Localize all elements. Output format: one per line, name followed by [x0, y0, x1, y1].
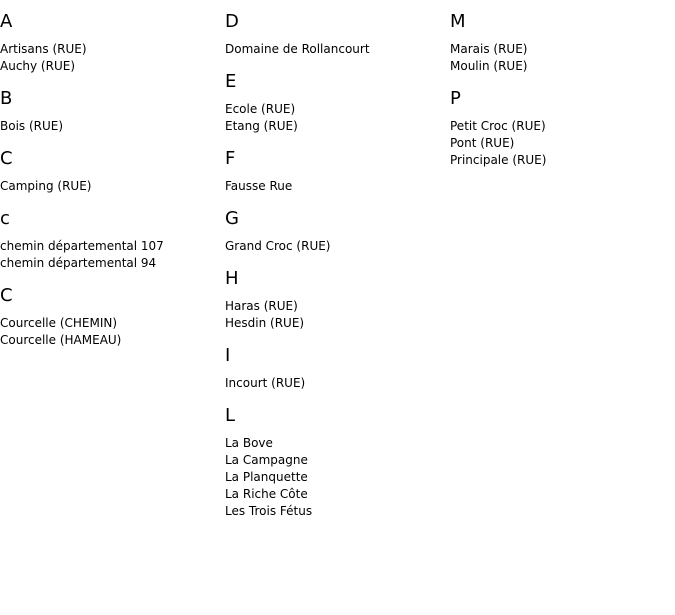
street-link[interactable]: chemin départemental 94: [0, 256, 157, 270]
street-list-item: [225, 486, 445, 503]
street-list: [225, 238, 445, 255]
street-list-item: [225, 118, 445, 135]
street-list: [0, 118, 220, 135]
group-letter-heading: E: [225, 71, 237, 92]
group-letter-heading: C: [0, 285, 13, 306]
street-list: [225, 435, 445, 520]
street-link[interactable]: Domaine de Rollancourt: [225, 42, 370, 56]
street-list-item: [225, 435, 445, 452]
group-letter-heading: L: [225, 405, 236, 426]
letter-group: [450, 88, 670, 169]
group-letter-heading: A: [0, 11, 13, 32]
street-link[interactable]: Pont (RUE): [450, 136, 515, 150]
street-list-item: [450, 152, 670, 169]
letter-group: [0, 148, 220, 195]
street-link[interactable]: Incourt (RUE): [225, 376, 306, 390]
street-list-item: [225, 178, 445, 195]
street-link[interactable]: Petit Croc (RUE): [450, 119, 546, 133]
street-link[interactable]: Moulin (RUE): [450, 59, 528, 73]
group-letter-heading: M: [450, 11, 466, 32]
street-list-item: [225, 101, 445, 118]
street-link[interactable]: Bois (RUE): [0, 119, 64, 133]
street-list-item: [0, 315, 220, 332]
street-list: [0, 178, 220, 195]
letter-group: [225, 11, 445, 58]
street-link[interactable]: Grand Croc (RUE): [225, 239, 331, 253]
letter-group: [225, 345, 445, 392]
letter-group: [225, 148, 445, 195]
street-link[interactable]: Auchy (RUE): [0, 59, 75, 73]
street-list-item: [225, 238, 445, 255]
street-list: [450, 41, 670, 75]
street-list-item: [0, 58, 220, 75]
street-list-item: [225, 503, 445, 520]
group-letter-heading: H: [225, 268, 239, 289]
street-link[interactable]: Courcelle (CHEMIN): [0, 316, 118, 330]
street-list: [0, 41, 220, 75]
letter-group: [225, 71, 445, 135]
street-list-item: [0, 41, 220, 58]
street-link[interactable]: Haras (RUE): [225, 299, 298, 313]
street-link[interactable]: La Planquette: [225, 470, 308, 484]
street-list-item: [225, 315, 445, 332]
street-list-item: [225, 469, 445, 486]
group-letter-heading: B: [0, 88, 13, 109]
letter-group: [450, 11, 670, 75]
street-list-item: [0, 178, 220, 195]
street-list-item: [450, 41, 670, 58]
street-list-item: [0, 332, 220, 349]
street-column: [450, 11, 670, 169]
street-list-item: [450, 135, 670, 152]
street-link[interactable]: Marais (RUE): [450, 42, 528, 56]
letter-group: [0, 285, 220, 349]
street-list: [225, 375, 445, 392]
street-link[interactable]: La Riche Côte: [225, 487, 308, 501]
street-list-item: [225, 298, 445, 315]
street-link[interactable]: Courcelle (HAMEAU): [0, 333, 122, 347]
group-letter-heading: G: [225, 208, 239, 229]
street-list-item: [225, 375, 445, 392]
letter-group: [0, 11, 220, 75]
street-link[interactable]: La Bove: [225, 436, 273, 450]
street-column: [225, 11, 445, 520]
street-list-item: [0, 118, 220, 135]
letter-group: [0, 88, 220, 135]
street-list: [225, 298, 445, 332]
group-letter-heading: I: [225, 345, 231, 366]
street-link[interactable]: Etang (RUE): [225, 119, 298, 133]
street-list: [225, 178, 445, 195]
group-letter-heading: c: [0, 208, 10, 229]
letter-group: [225, 405, 445, 520]
street-list-item: [450, 58, 670, 75]
street-link[interactable]: Fausse Rue: [225, 179, 293, 193]
street-list-item: [225, 452, 445, 469]
street-link[interactable]: La Campagne: [225, 453, 308, 467]
street-column: [0, 11, 220, 349]
street-link[interactable]: Principale (RUE): [450, 153, 547, 167]
street-list: [225, 41, 445, 58]
street-link[interactable]: chemin départemental 107: [0, 239, 164, 253]
street-link[interactable]: Ecole (RUE): [225, 102, 296, 116]
street-list-item: [0, 255, 220, 272]
street-link[interactable]: Camping (RUE): [0, 179, 92, 193]
street-list-item: [225, 41, 445, 58]
letter-group: [225, 268, 445, 332]
letter-group: [0, 208, 220, 272]
group-letter-heading: P: [450, 88, 461, 109]
street-list: [450, 118, 670, 169]
street-link[interactable]: Hesdin (RUE): [225, 316, 305, 330]
street-list: [225, 101, 445, 135]
street-link[interactable]: Artisans (RUE): [0, 42, 87, 56]
street-link[interactable]: Les Trois Fétus: [225, 504, 313, 518]
street-list: [0, 238, 220, 272]
letter-group: [225, 208, 445, 255]
street-list-item: [0, 238, 220, 255]
street-list: [0, 315, 220, 349]
group-letter-heading: D: [225, 11, 239, 32]
group-letter-heading: F: [225, 148, 236, 169]
group-letter-heading: C: [0, 148, 13, 169]
street-list-item: [450, 118, 670, 135]
